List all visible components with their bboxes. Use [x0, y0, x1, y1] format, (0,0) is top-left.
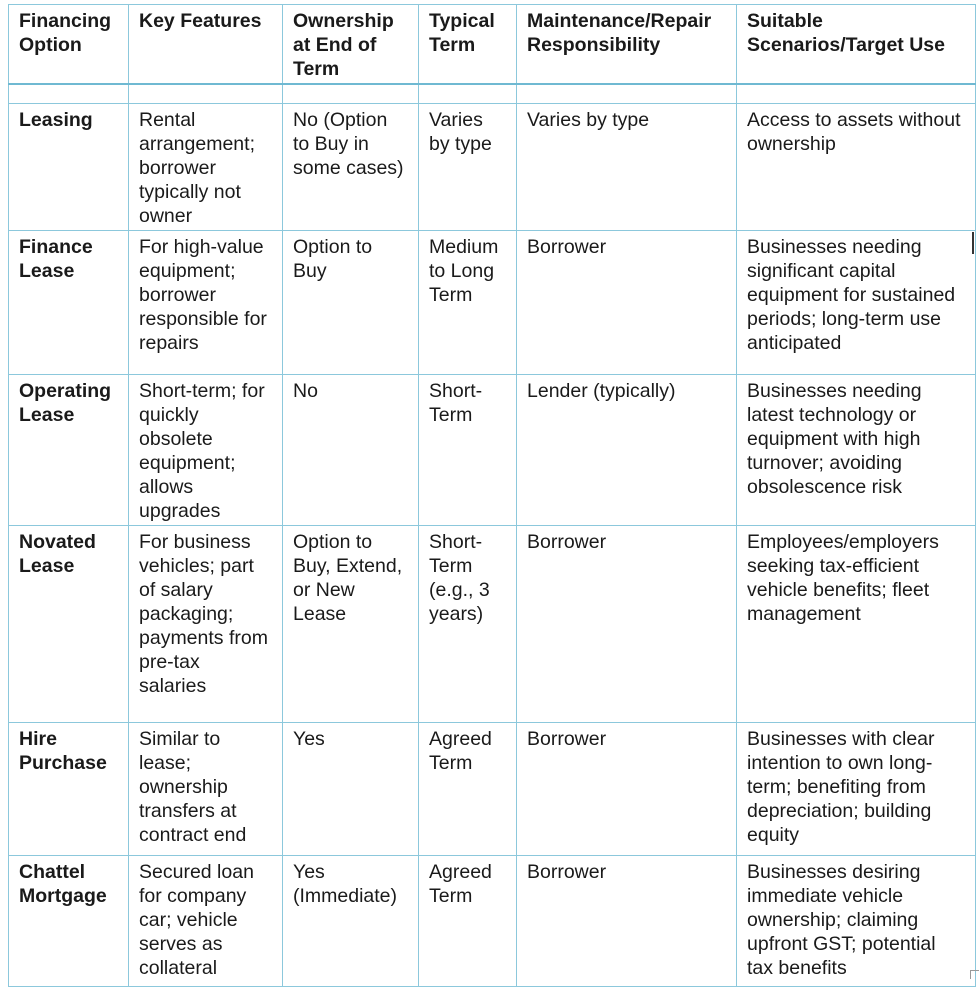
- cell-features: Rental arrangement; borrower typically not owner: [129, 104, 283, 231]
- cell-ownership: Yes: [283, 723, 419, 856]
- table-row: [9, 375, 976, 526]
- table-row: [9, 723, 976, 856]
- cell-scenarios: Access to assets without ownership: [737, 104, 976, 231]
- cell-option: Hire Purchase: [9, 723, 129, 856]
- spacer-cell: [9, 84, 129, 104]
- cell-maintenance: Varies by type: [517, 104, 737, 231]
- cell-scenarios: Businesses needing significant capital equipment for sustained periods; long-term use anticipated: [737, 231, 976, 375]
- header-maintenance: Maintenance/Repair Responsibility: [517, 5, 737, 85]
- cell-features: For high-value equipment; borrower responsible for repairs: [129, 231, 283, 375]
- cell-term: Short-Term: [419, 375, 517, 526]
- cell-scenarios: Businesses needing latest technology or equipment with high turnover; avoiding obsolescence risk: [737, 375, 976, 526]
- cell-term: Varies by type: [419, 104, 517, 231]
- spacer-cell: [129, 84, 283, 104]
- cell-features: Short-term; for quickly obsolete equipment; allows upgrades: [129, 375, 283, 526]
- header-key-features: Key Features: [129, 5, 283, 85]
- table-row: [9, 104, 976, 231]
- cell-features: Similar to lease; ownership transfers at contract end: [129, 723, 283, 856]
- table-row: [9, 856, 976, 987]
- text-cursor-mark: [972, 232, 974, 254]
- financing-options-table: [8, 4, 976, 987]
- cell-features: For business vehicles; part of salary packaging; payments from pre-tax salaries: [129, 526, 283, 723]
- cell-term: Medium to Long Term: [419, 231, 517, 375]
- cell-scenarios: Employees/employers seeking tax-efficient vehicle benefits; fleet management: [737, 526, 976, 723]
- header-financing-option: Financing Option: [9, 5, 129, 85]
- table-row: [9, 231, 976, 375]
- cell-option: Novated Lease: [9, 526, 129, 723]
- spacer-cell: [283, 84, 419, 104]
- cell-maintenance: Borrower: [517, 856, 737, 987]
- table-row: [9, 526, 976, 723]
- page-corner-mark: [970, 970, 979, 979]
- header-scenarios: Suitable Scenarios/Target Use: [737, 5, 976, 85]
- cell-option: Operating Lease: [9, 375, 129, 526]
- cell-term: Agreed Term: [419, 856, 517, 987]
- spacer-cell: [737, 84, 976, 104]
- header-typical-term: Typical Term: [419, 5, 517, 85]
- cell-ownership: Option to Buy: [283, 231, 419, 375]
- spacer-cell: [419, 84, 517, 104]
- cell-maintenance: Borrower: [517, 231, 737, 375]
- spacer-cell: [517, 84, 737, 104]
- cell-maintenance: Lender (typically): [517, 375, 737, 526]
- cell-maintenance: Borrower: [517, 723, 737, 856]
- spacer-row: [9, 84, 976, 104]
- cell-term: Agreed Term: [419, 723, 517, 856]
- cell-scenarios: Businesses with clear intention to own long-term; benefiting from depreciation; building equity: [737, 723, 976, 856]
- cell-ownership: No: [283, 375, 419, 526]
- cell-ownership: Yes (Immediate): [283, 856, 419, 987]
- cell-ownership: Option to Buy, Extend, or New Lease: [283, 526, 419, 723]
- cell-term: Short-Term (e.g., 3 years): [419, 526, 517, 723]
- header-ownership: Ownership at End of Term: [283, 5, 419, 85]
- header-row: [9, 5, 976, 85]
- financing-options-table-container: [8, 4, 976, 987]
- cell-features: Secured loan for company car; vehicle serves as collateral: [129, 856, 283, 987]
- cell-option: Leasing: [9, 104, 129, 231]
- cell-maintenance: Borrower: [517, 526, 737, 723]
- cell-option: Chattel Mortgage: [9, 856, 129, 987]
- cell-option: Finance Lease: [9, 231, 129, 375]
- cell-ownership: No (Option to Buy in some cases): [283, 104, 419, 231]
- cell-scenarios: Businesses desiring immediate vehicle ownership; claiming upfront GST; potential tax benefits: [737, 856, 976, 987]
